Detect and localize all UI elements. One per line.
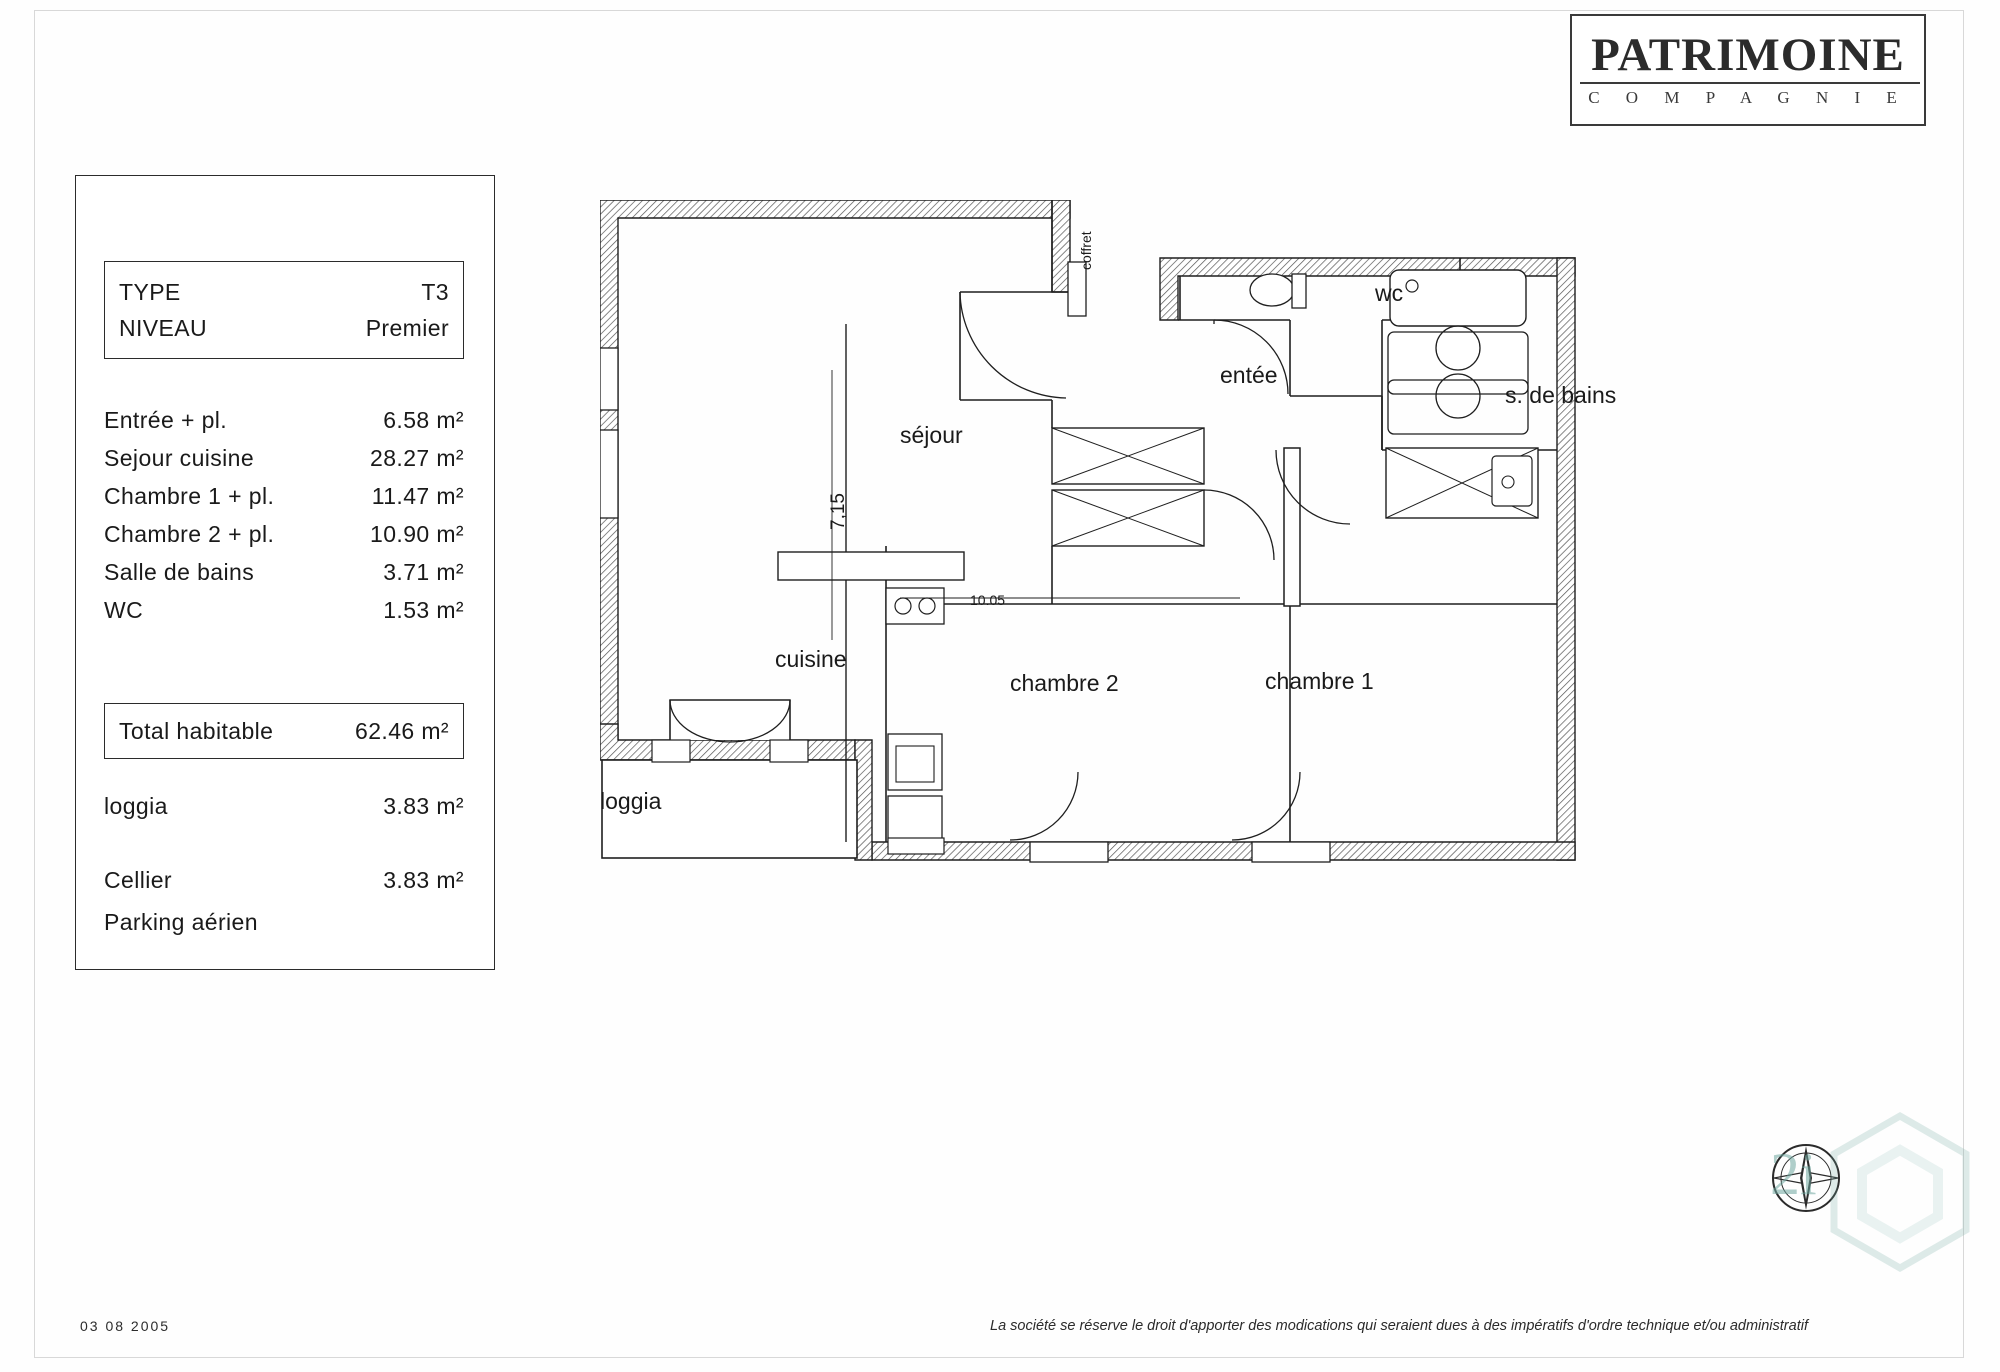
level-value: Premier xyxy=(365,315,449,341)
area-label: Salle de bains xyxy=(104,559,255,585)
area-label: Sejour cuisine xyxy=(104,445,255,471)
watermark-logo xyxy=(1820,1110,1980,1290)
extra-row xyxy=(104,859,464,901)
extra-row xyxy=(104,785,464,827)
area-row xyxy=(104,591,464,629)
area-row xyxy=(104,553,464,591)
level-row xyxy=(119,310,449,346)
extra-label: Cellier xyxy=(104,867,172,893)
extra-value: 3.83 m² xyxy=(383,867,464,893)
room-label-sejour: séjour xyxy=(900,422,963,448)
logo-subtitle-text: C O M P A G N I E xyxy=(1588,88,1908,107)
area-row xyxy=(104,439,464,477)
total-value: 62.46 m² xyxy=(355,718,449,744)
company-logo xyxy=(1570,14,1926,126)
area-value: 10.90 m² xyxy=(370,521,464,547)
room-label-wc: wc xyxy=(1375,280,1404,306)
area-value: 1.53 m² xyxy=(383,597,464,623)
level-label: NIVEAU xyxy=(119,315,208,341)
parking-row xyxy=(104,901,464,943)
room-label-cuisine: cuisine xyxy=(775,646,847,672)
room-label-chambre-1: chambre 1 xyxy=(1265,668,1374,694)
area-label: WC xyxy=(104,597,144,623)
type-row xyxy=(119,274,449,310)
plan-date: 03 08 2005 xyxy=(80,1318,171,1334)
legal-notice: La société se réserve le droit d'apporter des modications qui seraient dues à des impératifs d'ordre technique et/ou administratif xyxy=(990,1318,1808,1334)
room-label-chambre-2: chambre 2 xyxy=(1010,670,1119,696)
total-label: Total habitable xyxy=(119,718,274,744)
dimension-horizontal: 10.05 xyxy=(970,592,1006,608)
area-row xyxy=(104,515,464,553)
area-label: Chambre 1 + pl. xyxy=(104,483,275,509)
extra-label: loggia xyxy=(104,793,168,819)
area-label: Chambre 2 + pl. xyxy=(104,521,275,547)
area-value: 28.27 m² xyxy=(370,445,464,471)
room-label-loggia: loggia xyxy=(600,788,662,814)
annotation-coffret: coffret xyxy=(1078,231,1094,270)
floor-plan xyxy=(600,200,1870,1085)
area-label: Entrée + pl. xyxy=(104,407,228,433)
area-value: 3.71 m² xyxy=(383,559,464,585)
extra-value: 3.83 m² xyxy=(383,793,464,819)
type-value: T3 xyxy=(421,279,449,305)
total-area-box xyxy=(104,703,464,759)
area-row xyxy=(104,477,464,515)
logo-brand-text: PATRIMOINE xyxy=(1591,29,1905,81)
parking-label: Parking aérien xyxy=(104,909,258,935)
watermark-text: 2i xyxy=(1770,1141,1817,1207)
logo-divider xyxy=(1580,82,1920,84)
area-value: 6.58 m² xyxy=(383,407,464,433)
floor-plan-drawing xyxy=(600,200,1870,1080)
extras-list xyxy=(104,785,464,943)
dimension-vertical: 7,15 xyxy=(828,493,849,530)
summary-panel xyxy=(75,175,495,970)
area-list xyxy=(104,401,464,629)
area-value: 11.47 m² xyxy=(371,483,464,509)
room-label-salle-de-bains: s. de bains xyxy=(1505,382,1617,408)
type-label: TYPE xyxy=(119,279,181,305)
room-label-entee: entée xyxy=(1220,362,1278,388)
total-row xyxy=(119,713,449,749)
area-row xyxy=(104,401,464,439)
type-level-box xyxy=(104,261,464,359)
